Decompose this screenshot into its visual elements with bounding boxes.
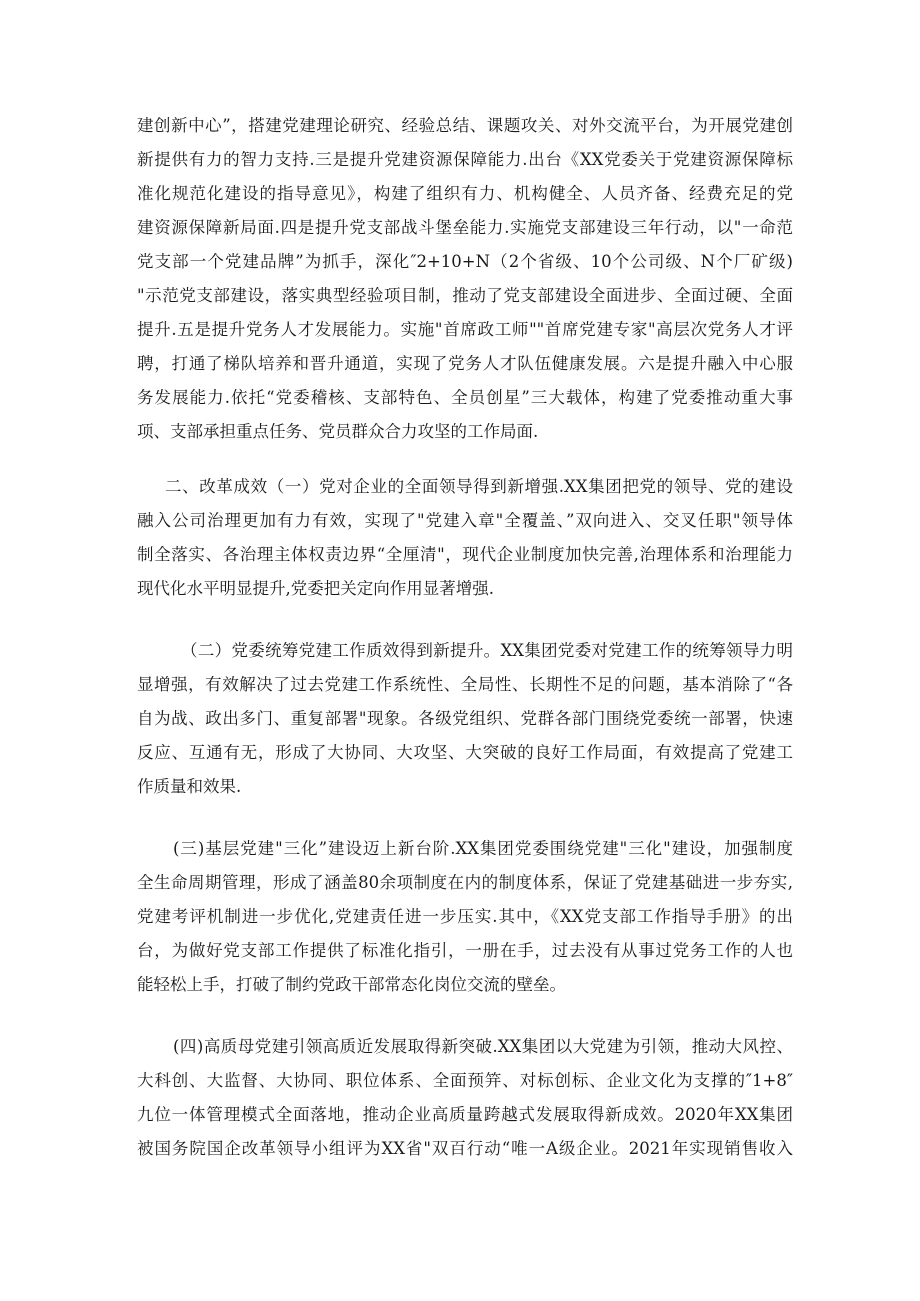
text-line: 显增强，有效解决了过去党建工作系统性、全局性、长期性不足的问题，基本消除了“各 (137, 675, 793, 694)
text-line: 建资源保障新局面.四是提升党支部战斗堡垒能力.实施党支部建设三年行动，以"一命范 (137, 218, 793, 237)
paragraph-reform-results-section-4 (137, 1030, 793, 1166)
text-line: "示范党支部建设，落实典型经验项目制，推动了党支部建设全面进步、全面过硬、全面 (137, 286, 793, 305)
text-line: 提升.五是提升党务人才发展能力。实施"首席政工师""首席党建专家"高层次党务人才评 (137, 320, 793, 339)
text-line: 九位一体管理模式全面落地，推动企业高质量跨越式发展取得新成效。2020年XX集团 (137, 1105, 793, 1124)
text-line: 制全落实、各治理主体权责边界“全厘清"，现代企业制度加快完善,治理体系和治理能力 (137, 545, 793, 564)
text-line: 大科创、大监督、大协同、职位体系、全面预笄、对标创标、企业文化为支撑的″1+8″ (137, 1071, 793, 1090)
text-line: （二）党委统筹党建工作质效得到新提升。XX集团党委对党建工作的统筹领导力明 (181, 641, 793, 660)
text-line: (三)基层党建"三化”建设迈上新台阶.XX集团党委围绕党建"三化"建设，加强制度 (173, 839, 793, 858)
text-line: (四)高质母党建引领高质近发展取得新突破.XX集团以大党建为引领，推动大风控、 (173, 1037, 793, 1056)
text-line: 新提供有力的智力支持.三是提升党建资源保障能力.出台《XX党委关于党建资源保障标 (137, 150, 793, 169)
text-line: 务发展能力.依托“党委稽核、支部特色、全员创星”三大载体，构建了党委推动重大事 (137, 388, 793, 407)
text-line: 党支部一个党建品牌”为抓手，深化″2+10+N（2个省级、10个公司级、N个厂矿级) (137, 252, 793, 271)
paragraph-reform-results-section-2 (137, 634, 793, 804)
text-line: 党建考评机制进一步优化,党建责任进一步压实.其中，《XX党支部工作指导手册》的出 (137, 907, 793, 926)
text-line: 建创新中心”，搭建党建理论研究、经验总结、课题攻关、对外交流平台，为开展党建创 (137, 116, 793, 135)
text-line: 准化规范化建设的指导意见》，构建了组织有力、机构健全、人员齐备、经费充足的党 (137, 184, 793, 203)
text-line: 聘，打通了梯队培养和晋升通道，实现了党务人才队伍健康发展。六是提升融入中心服 (137, 354, 793, 373)
text-line: 台，为做好党支部工作提供了标准化指引，一册在手，过去没有从事过党务工作的人也 (137, 941, 793, 960)
text-line: 项、支部承担重点任务、党员群众合力攻坚的工作局面. (137, 422, 539, 441)
text-line: 现代化水平明显提升,党委把关定向作用显著增强. (137, 579, 494, 598)
text-line: 融入公司治理更加有力有效，实现了"党建入章"全覆盖、”双向进入、交叉任职"领导体 (137, 511, 793, 530)
section-heading-line: 二、改革成效（一）党对企业的全面领导得到新增强.XX集团把党的领导、党的建设 (165, 477, 793, 496)
text-line: 能轻松上手，打破了制约党政干部常态化岗位交流的壁垒。 (137, 975, 566, 994)
text-line: 反应、互通有无，形成了大协同、大攻坚、大突破的良好工作局面，有效提高了党建工 (137, 743, 793, 762)
paragraph-party-building-capabilities (137, 109, 793, 449)
text-line: 被国务院国企改革领导小组评为XX省"双百行动“唯一A级企业。2021年实现销售收入 (137, 1139, 793, 1158)
text-line: 作质量和效果. (137, 777, 242, 796)
paragraph-reform-results-section-3 (137, 832, 793, 1002)
paragraph-reform-results-section-1 (137, 470, 793, 606)
text-line: 自为战、政出多门、重复部署"现象。各级党组织、党群各部门围绕党委统一部署，快速 (137, 709, 793, 728)
text-line: 全生命周期管理，形成了涵盖80余项制度在内的制度体系，保证了党建基础进一步夯实, (137, 873, 793, 892)
